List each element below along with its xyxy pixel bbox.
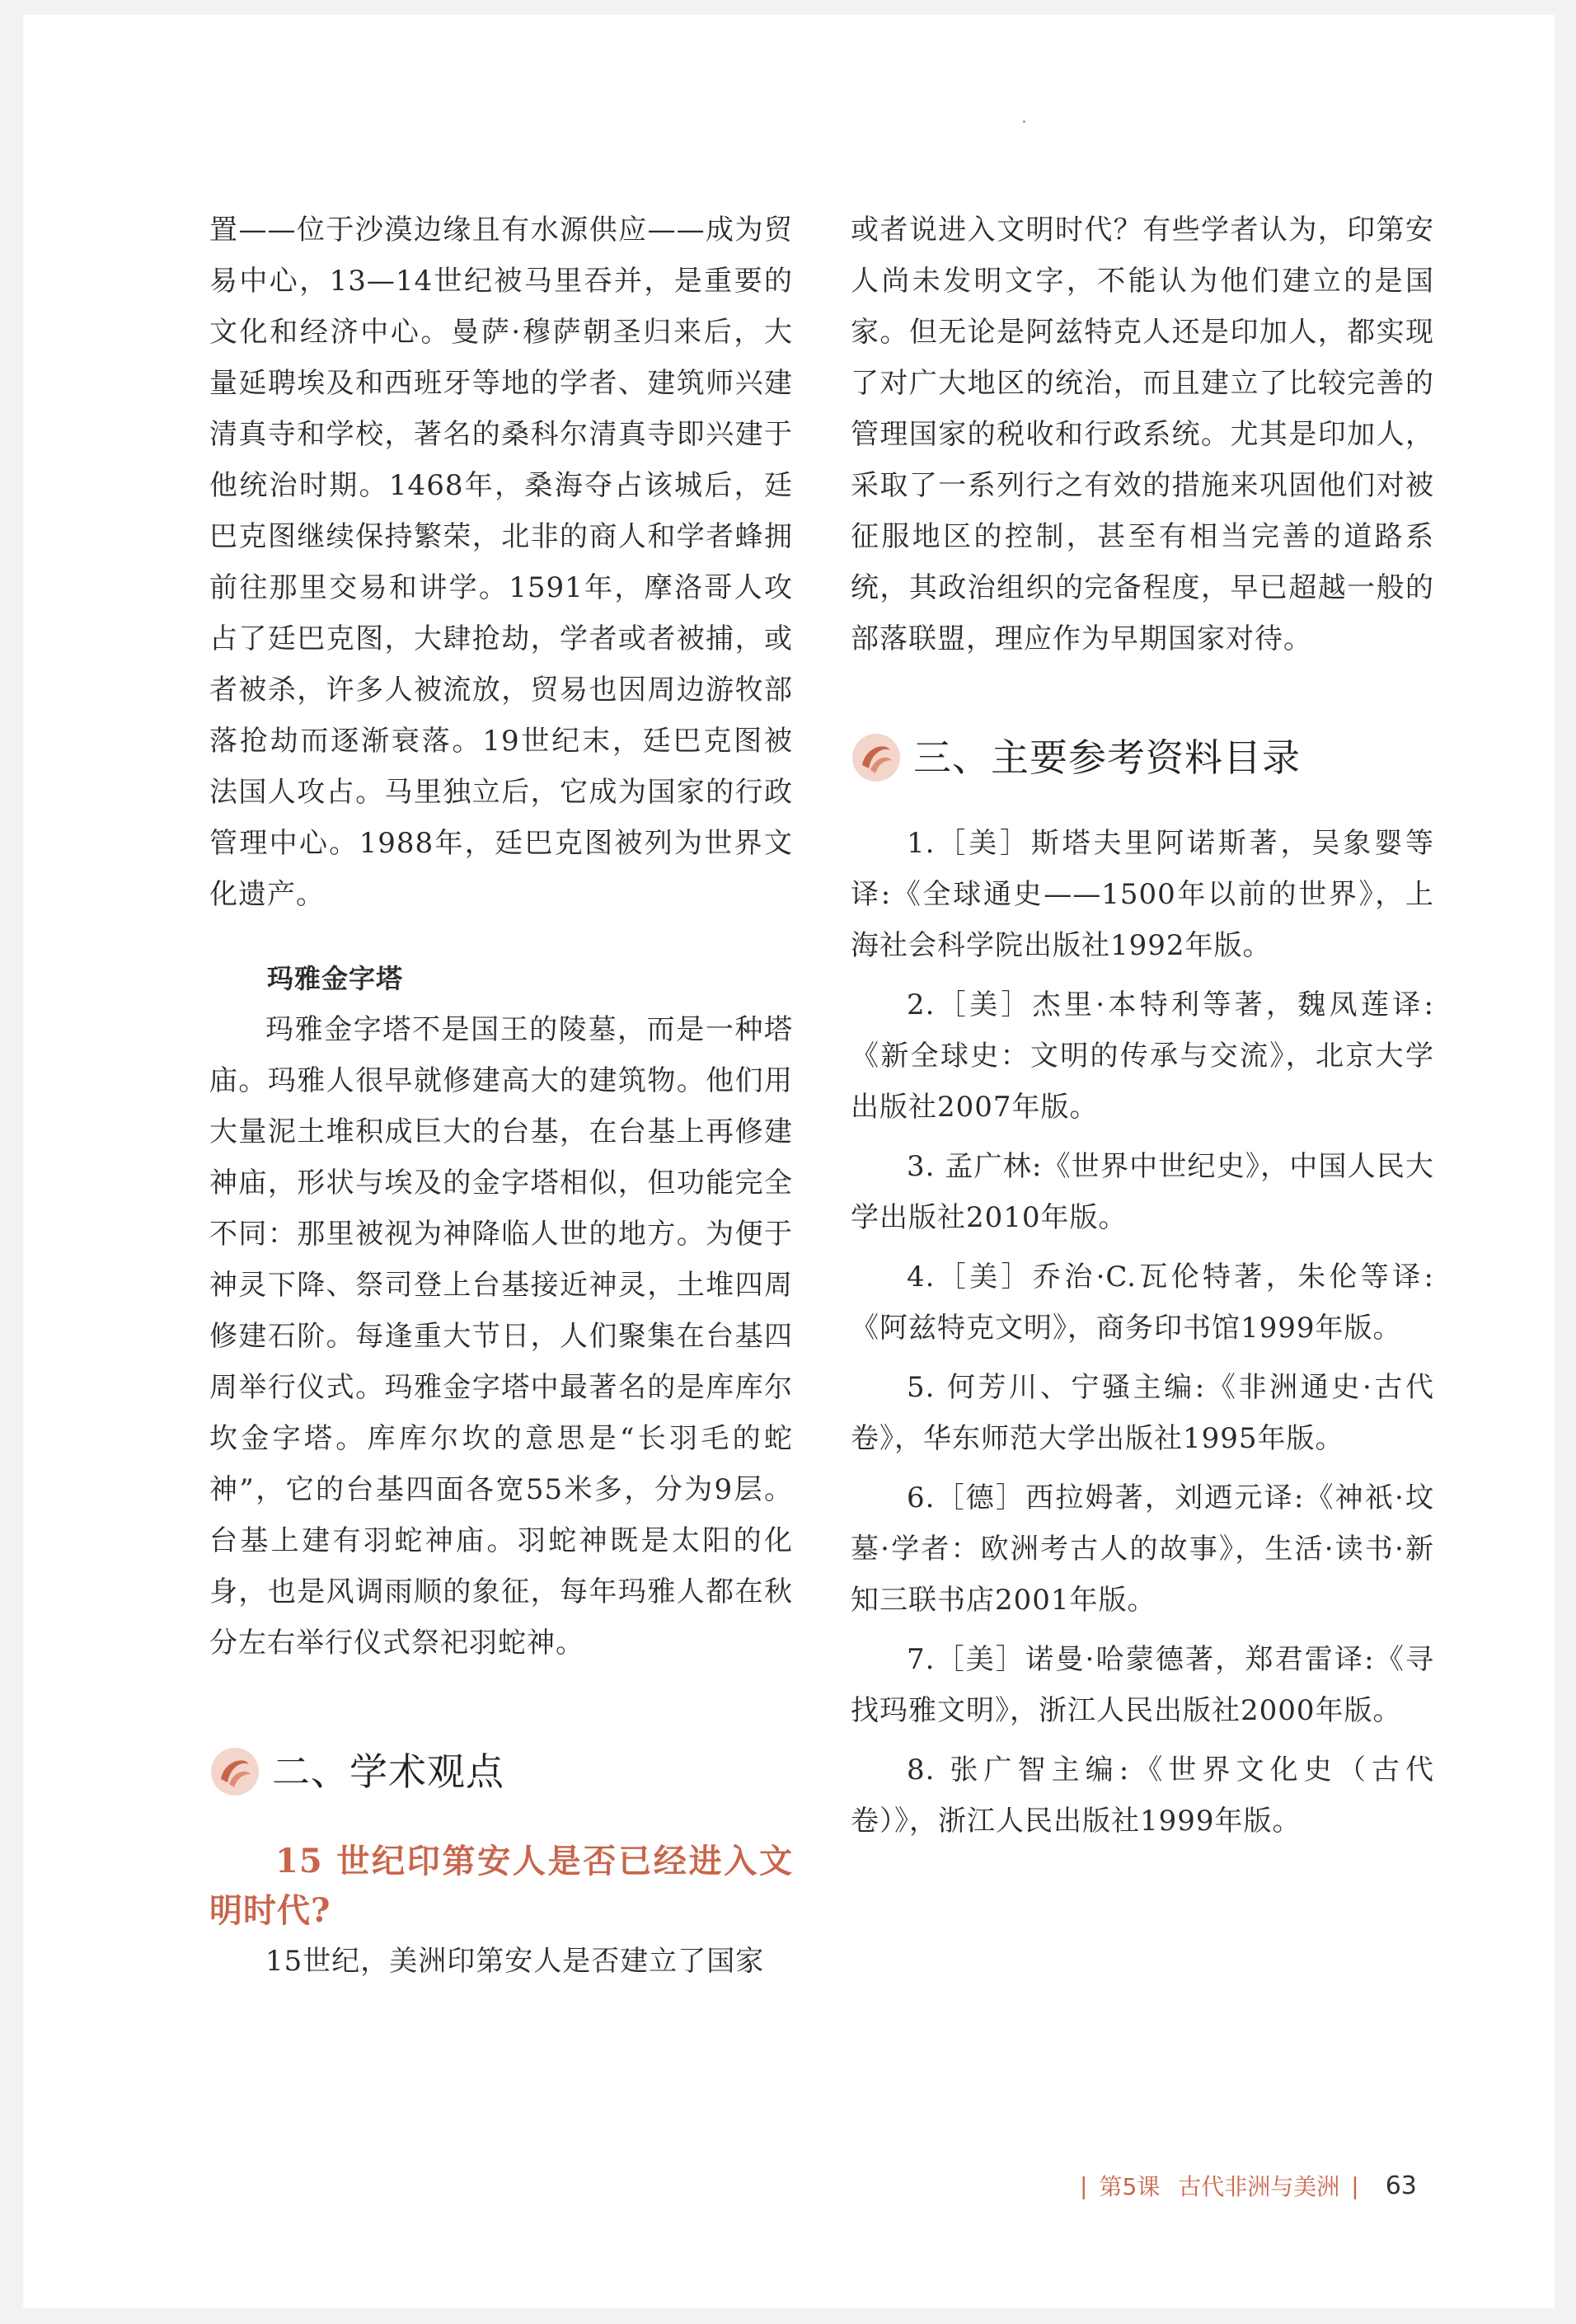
- reference-item: 4.［美］乔治·C.瓦伦特著，朱伦等译:《阿兹特克文明》，商务印书馆1999年版。: [851, 1261, 1434, 1345]
- section-swirl-icon: [209, 1746, 260, 1797]
- reference-list: [851, 818, 1434, 1847]
- reference-item: 6.［德］西拉姆著，刘迺元译:《神祇·坟墓·学者：欧洲考古人的故事》，生活·读书·新知三联书店2001年版。: [851, 1481, 1434, 1617]
- reference-item: 1.［美］斯塔夫里阿诺斯著，吴象婴等译:《全球通史——1500年以前的世界》，上海社会科学院出版社1992年版。: [851, 827, 1434, 962]
- maya-pyramid-subhead: 玛雅金字塔: [267, 963, 404, 994]
- maya-paragraph: 玛雅金字塔不是国王的陵墓，而是一种塔庙。玛雅人很早就修建高大的建筑物。他们用大量泥土堆积成巨大的台基，在台基上再修建神庙，形状与埃及的金字塔相似，但功能完全不同：那里被视为神降临人世的地方。为便于神灵下降、祭司登上台基接近神灵，土堆四周修建石阶。每逢重大节日，人们聚集在台基四周举行仪式。玛雅金字塔中最著名的是库库尔坎金字塔。库库尔坎的意思是“长羽毛的蛇神”，它的台基四面各宽55米多，分为9层。台基上建有羽蛇神庙。羽蛇神既是太阳的化身，也是风调雨顺的象征，每年玛雅人都在秋分左右举行仪式祭祀羽蛇神。: [209, 1013, 793, 1660]
- section-heading-references: [851, 721, 1434, 795]
- footer-divider: |: [1080, 2171, 1088, 2200]
- footer-chapter: 古代非洲与美洲: [1178, 2173, 1340, 2200]
- section-swirl-icon: [851, 732, 902, 783]
- page-number: 63: [1385, 2171, 1417, 2200]
- reference-item: 3. 孟广林:《世界中世纪史》，中国人民大学出版社2010年版。: [851, 1150, 1434, 1234]
- footer-divider: |: [1351, 2171, 1359, 2200]
- footer-lesson: 第5课: [1099, 2173, 1161, 2200]
- section-title: 二、学术观点: [272, 1749, 504, 1794]
- question-paragraph: 15世纪，美洲印第安人是否建立了国家: [265, 1945, 765, 1978]
- reference-item: 5. 何芳川、宁骚主编:《非洲通史·古代卷》，华东师范大学出版社1995年版。: [851, 1371, 1434, 1455]
- reference-item: 7.［美］诺曼·哈蒙德著，郑君雷译:《寻找玛雅文明》，浙江人民出版社2000年版。: [851, 1643, 1434, 1727]
- question-title: 15 世纪印第安人是否已经进入文明时代?: [209, 1842, 793, 1930]
- page: [23, 15, 1555, 2308]
- reference-item: 2.［美］杰里·本特利等著，魏凤莲译:《新全球史：文明的传承与交流》，北京大学出版社2007年版。: [851, 988, 1434, 1124]
- page-footer: [1068, 2165, 1417, 2206]
- left-column: [209, 204, 793, 1987]
- decorative-dot: [1023, 120, 1025, 123]
- reference-item: 8. 张广智主编:《世界文化史（古代卷）》，浙江人民出版社1999年版。: [851, 1754, 1434, 1838]
- continued-paragraph: 或者说进入文明时代？有些学者认为，印第安人尚未发明文字，不能认为他们建立的是国家。但无论是阿兹特克人还是印加人，都实现了对广大地区的统治，而且建立了比较完善的管理国家的税收和行政系统。尤其是印加人，采取了一系列行之有效的措施来巩固他们对被征服地区的控制，甚至有相当完善的道路系统，其政治组织的完备程度，早已超越一般的部落联盟，理应作为早期国家对待。: [851, 214, 1434, 655]
- section-title: 三、主要参考资料目录: [913, 735, 1301, 780]
- intro-paragraph: 置——位于沙漠边缘且有水源供应——成为贸易中心，13—14世纪被马里吞并，是重要的文化和经济中心。曼萨·穆萨朝圣归来后，大量延聘埃及和西班牙等地的学者、建筑师兴建清真寺和学校，著名的桑科尔清真寺即兴建于他统治时期。1468年，桑海夺占该城后，廷巴克图继续保持繁荣，北非的商人和学者蜂拥前往那里交易和讲学。1591年，摩洛哥人攻占了廷巴克图，大肆抢劫，学者或者被捕，或者被杀，许多人被流放，贸易也因周边游牧部落抢劫而逐渐衰落。19世纪末，廷巴克图被法国人攻占。马里独立后，它成为国家的行政管理中心。1988年，廷巴克图被列为世界文化遗产。: [209, 214, 793, 911]
- right-column: [851, 204, 1434, 1855]
- section-heading-academic-views: [209, 1735, 793, 1809]
